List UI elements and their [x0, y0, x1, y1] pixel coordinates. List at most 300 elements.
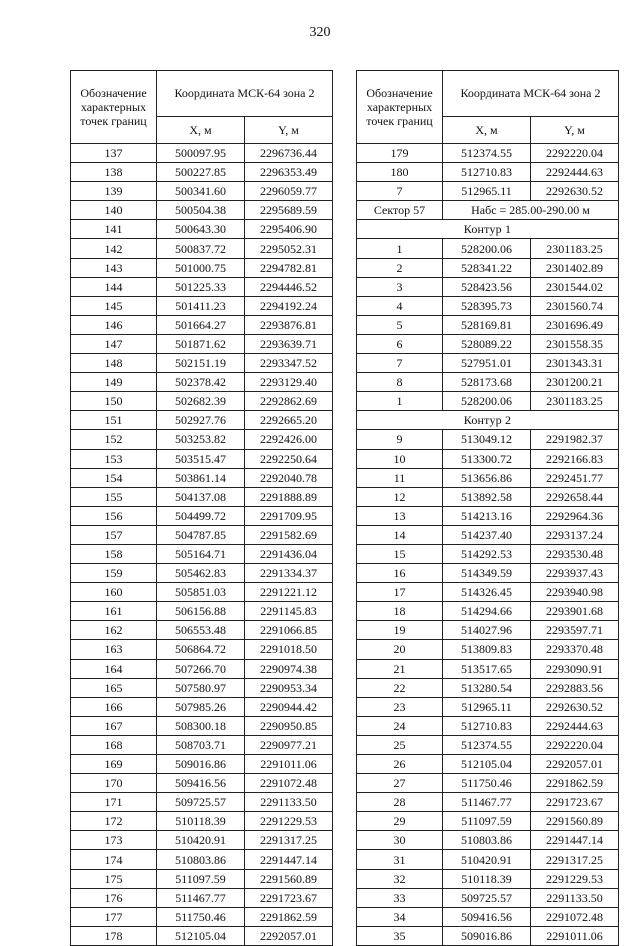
point-id-cell: 4 [357, 296, 443, 315]
table-row [71, 144, 333, 163]
table-row [71, 793, 333, 812]
y-coordinate-cell: 2293129.40 [245, 373, 333, 392]
x-coordinate-cell: 512965.11 [443, 182, 531, 201]
x-coordinate-cell: 528341.22 [443, 258, 531, 277]
y-coordinate-cell: 2291133.50 [531, 888, 619, 907]
point-id-cell: 142 [71, 239, 157, 258]
table-row [71, 678, 333, 697]
table-row [357, 449, 619, 468]
table-row [71, 506, 333, 525]
point-id-cell: 150 [71, 392, 157, 411]
y-coordinate-cell: 2292220.04 [531, 144, 619, 163]
y-coordinate-cell: 2292166.83 [531, 449, 619, 468]
point-id-cell: 15 [357, 544, 443, 563]
x-coordinate-cell: 510803.86 [443, 831, 531, 850]
table-row [71, 525, 333, 544]
y-coordinate-cell: 2291560.89 [531, 812, 619, 831]
point-id-cell: 11 [357, 468, 443, 487]
sector-row [357, 201, 619, 220]
y-coordinate-cell: 2296736.44 [245, 144, 333, 163]
x-coordinate-cell: 509416.56 [443, 907, 531, 926]
table-row [357, 239, 619, 258]
point-id-cell: 30 [357, 831, 443, 850]
x-coordinate-cell: 513300.72 [443, 449, 531, 468]
header-coordinate: Координата МСК-64 зона 2 [443, 71, 619, 117]
y-coordinate-cell: 2293940.98 [531, 583, 619, 602]
point-id-cell: 141 [71, 220, 157, 239]
point-id-cell: 2 [357, 258, 443, 277]
point-id-cell: 21 [357, 659, 443, 678]
y-coordinate-cell: 2290950.85 [245, 716, 333, 735]
point-id-cell: 19 [357, 621, 443, 640]
x-coordinate-cell: 528169.81 [443, 315, 531, 334]
y-coordinate-cell: 2291072.48 [531, 907, 619, 926]
y-coordinate-cell: 2293347.52 [245, 354, 333, 373]
x-coordinate-cell: 503515.47 [157, 449, 245, 468]
x-coordinate-cell: 528395.73 [443, 296, 531, 315]
y-coordinate-cell: 2292250.64 [245, 449, 333, 468]
x-coordinate-cell: 513517.65 [443, 659, 531, 678]
y-coordinate-cell: 2292630.52 [531, 697, 619, 716]
table-row [71, 735, 333, 754]
y-coordinate-cell: 2301200.21 [531, 373, 619, 392]
point-id-cell: 167 [71, 716, 157, 735]
y-coordinate-cell: 2291560.89 [245, 869, 333, 888]
point-id-cell: 152 [71, 430, 157, 449]
x-coordinate-cell: 514294.66 [443, 602, 531, 621]
y-coordinate-cell: 2292040.78 [245, 468, 333, 487]
point-id-cell: 14 [357, 525, 443, 544]
point-id-cell: 138 [71, 163, 157, 182]
table-row [357, 793, 619, 812]
table-row [71, 697, 333, 716]
point-id-cell: 166 [71, 697, 157, 716]
point-id-cell: 175 [71, 869, 157, 888]
header-point-designation: Обозначение характерных точек границ [357, 71, 443, 144]
x-coordinate-cell: 501000.75 [157, 258, 245, 277]
point-id-cell: 147 [71, 334, 157, 353]
point-id-cell: 156 [71, 506, 157, 525]
x-coordinate-cell: 511467.77 [157, 888, 245, 907]
table-row [71, 449, 333, 468]
point-id-cell: 27 [357, 774, 443, 793]
x-coordinate-cell: 512374.55 [443, 144, 531, 163]
table-row [71, 315, 333, 334]
y-coordinate-cell: 2294446.52 [245, 277, 333, 296]
table-left-body [71, 144, 333, 946]
table-row [71, 602, 333, 621]
y-coordinate-cell: 2292451.77 [531, 468, 619, 487]
x-coordinate-cell: 527951.01 [443, 354, 531, 373]
y-coordinate-cell: 2291229.53 [531, 869, 619, 888]
table-row [71, 774, 333, 793]
table-row [357, 869, 619, 888]
table-row [357, 564, 619, 583]
coordinates-table-left [70, 70, 333, 946]
x-coordinate-cell: 509016.86 [443, 926, 531, 945]
y-coordinate-cell: 2291018.50 [245, 640, 333, 659]
header-x: X, м [443, 116, 531, 143]
x-coordinate-cell: 501871.62 [157, 334, 245, 353]
y-coordinate-cell: 2293639.71 [245, 334, 333, 353]
x-coordinate-cell: 512710.83 [443, 163, 531, 182]
coordinates-table-right [356, 70, 619, 946]
table-row [357, 334, 619, 353]
x-coordinate-cell: 513280.54 [443, 678, 531, 697]
y-coordinate-cell: 2301560.74 [531, 296, 619, 315]
y-coordinate-cell: 2291447.14 [531, 831, 619, 850]
x-coordinate-cell: 506156.88 [157, 602, 245, 621]
sector-label-cell: Сектор 57 [357, 201, 443, 220]
point-id-cell: 145 [71, 296, 157, 315]
table-row [71, 354, 333, 373]
point-id-cell: 33 [357, 888, 443, 907]
point-id-cell: 7 [357, 182, 443, 201]
table-row [71, 869, 333, 888]
table-row [71, 544, 333, 563]
point-id-cell: 3 [357, 277, 443, 296]
x-coordinate-cell: 512965.11 [443, 697, 531, 716]
point-id-cell: 13 [357, 506, 443, 525]
x-coordinate-cell: 528173.68 [443, 373, 531, 392]
table-row [71, 334, 333, 353]
y-coordinate-cell: 2291436.04 [245, 544, 333, 563]
y-coordinate-cell: 2292444.63 [531, 163, 619, 182]
x-coordinate-cell: 500837.72 [157, 239, 245, 258]
header-coordinate: Координата МСК-64 зона 2 [157, 71, 333, 117]
table-row [71, 373, 333, 392]
table-row [71, 640, 333, 659]
point-id-cell: 154 [71, 468, 157, 487]
y-coordinate-cell: 2296059.77 [245, 182, 333, 201]
y-coordinate-cell: 2291888.89 [245, 487, 333, 506]
table-row [71, 239, 333, 258]
table-row [71, 831, 333, 850]
x-coordinate-cell: 505462.83 [157, 564, 245, 583]
y-coordinate-cell: 2291229.53 [245, 812, 333, 831]
point-id-cell: 169 [71, 755, 157, 774]
x-coordinate-cell: 513656.86 [443, 468, 531, 487]
x-coordinate-cell: 510118.39 [157, 812, 245, 831]
y-coordinate-cell: 2290977.21 [245, 735, 333, 754]
table-row [71, 888, 333, 907]
y-coordinate-cell: 2291011.06 [531, 926, 619, 945]
table-row [71, 716, 333, 735]
x-coordinate-cell: 500227.85 [157, 163, 245, 182]
point-id-cell: 9 [357, 430, 443, 449]
table-row [357, 430, 619, 449]
x-coordinate-cell: 501225.33 [157, 277, 245, 296]
y-coordinate-cell: 2293370.48 [531, 640, 619, 659]
table-row [357, 583, 619, 602]
y-coordinate-cell: 2291145.83 [245, 602, 333, 621]
point-id-cell: 176 [71, 888, 157, 907]
x-coordinate-cell: 500504.38 [157, 201, 245, 220]
point-id-cell: 137 [71, 144, 157, 163]
x-coordinate-cell: 528089.22 [443, 334, 531, 353]
y-coordinate-cell: 2292426.00 [245, 430, 333, 449]
point-id-cell: 170 [71, 774, 157, 793]
x-coordinate-cell: 502378.42 [157, 373, 245, 392]
contour-heading-row [357, 411, 619, 430]
x-coordinate-cell: 503253.82 [157, 430, 245, 449]
y-coordinate-cell: 2292964.36 [531, 506, 619, 525]
table-row [357, 888, 619, 907]
table-row [71, 850, 333, 869]
x-coordinate-cell: 528423.56 [443, 277, 531, 296]
point-id-cell: 23 [357, 697, 443, 716]
table-row [357, 755, 619, 774]
y-coordinate-cell: 2291221.12 [245, 583, 333, 602]
y-coordinate-cell: 2301558.35 [531, 334, 619, 353]
table-row [71, 659, 333, 678]
table-row [357, 697, 619, 716]
x-coordinate-cell: 509416.56 [157, 774, 245, 793]
point-id-cell: 163 [71, 640, 157, 659]
contour-heading-cell: Контур 1 [357, 220, 619, 239]
y-coordinate-cell: 2295406.90 [245, 220, 333, 239]
table-right-body [357, 144, 619, 946]
table-row [357, 525, 619, 544]
table-row [357, 277, 619, 296]
point-id-cell: 158 [71, 544, 157, 563]
table-row [71, 926, 333, 945]
point-id-cell: 157 [71, 525, 157, 544]
table-row [357, 392, 619, 411]
table-row [357, 487, 619, 506]
table-row [71, 487, 333, 506]
x-coordinate-cell: 511750.46 [443, 774, 531, 793]
x-coordinate-cell: 514213.16 [443, 506, 531, 525]
y-coordinate-cell: 2293597.71 [531, 621, 619, 640]
x-coordinate-cell: 511097.59 [443, 812, 531, 831]
point-id-cell: 179 [357, 144, 443, 163]
x-coordinate-cell: 504787.85 [157, 525, 245, 544]
y-coordinate-cell: 2301402.89 [531, 258, 619, 277]
x-coordinate-cell: 502927.76 [157, 411, 245, 430]
point-id-cell: 31 [357, 850, 443, 869]
x-coordinate-cell: 506553.48 [157, 621, 245, 640]
point-id-cell: 149 [71, 373, 157, 392]
y-coordinate-cell: 2293937.43 [531, 564, 619, 583]
x-coordinate-cell: 502151.19 [157, 354, 245, 373]
table-row [357, 926, 619, 945]
y-coordinate-cell: 2301343.31 [531, 354, 619, 373]
y-coordinate-cell: 2290974.38 [245, 659, 333, 678]
header-y: Y, м [531, 116, 619, 143]
point-id-cell: 25 [357, 735, 443, 754]
point-id-cell: 155 [71, 487, 157, 506]
table-row [71, 258, 333, 277]
y-coordinate-cell: 2291447.14 [245, 850, 333, 869]
y-coordinate-cell: 2293876.81 [245, 315, 333, 334]
table-row [357, 812, 619, 831]
x-coordinate-cell: 514027.96 [443, 621, 531, 640]
y-coordinate-cell: 2291334.37 [245, 564, 333, 583]
y-coordinate-cell: 2294192.24 [245, 296, 333, 315]
point-id-cell: 143 [71, 258, 157, 277]
table-row [357, 544, 619, 563]
point-id-cell: 162 [71, 621, 157, 640]
table-row [71, 583, 333, 602]
x-coordinate-cell: 507985.26 [157, 697, 245, 716]
x-coordinate-cell: 510420.91 [157, 831, 245, 850]
table-row [71, 812, 333, 831]
y-coordinate-cell: 2293137.24 [531, 525, 619, 544]
point-id-cell: 164 [71, 659, 157, 678]
x-coordinate-cell: 506864.72 [157, 640, 245, 659]
y-coordinate-cell: 2301696.49 [531, 315, 619, 334]
point-id-cell: 180 [357, 163, 443, 182]
table-row [357, 850, 619, 869]
y-coordinate-cell: 2293901.68 [531, 602, 619, 621]
y-coordinate-cell: 2292883.56 [531, 678, 619, 697]
header-y: Y, м [245, 116, 333, 143]
x-coordinate-cell: 504499.72 [157, 506, 245, 525]
y-coordinate-cell: 2291072.48 [245, 774, 333, 793]
page-number: 320 [309, 25, 331, 40]
point-id-cell: 7 [357, 354, 443, 373]
x-coordinate-cell: 501411.23 [157, 296, 245, 315]
point-id-cell: 26 [357, 755, 443, 774]
x-coordinate-cell: 514237.40 [443, 525, 531, 544]
point-id-cell: 16 [357, 564, 443, 583]
table-row [71, 220, 333, 239]
header-x: X, м [157, 116, 245, 143]
table-row [357, 621, 619, 640]
table-row [357, 468, 619, 487]
table-row [71, 182, 333, 201]
point-id-cell: 12 [357, 487, 443, 506]
table-row [357, 907, 619, 926]
point-id-cell: 174 [71, 850, 157, 869]
table-row [357, 315, 619, 334]
y-coordinate-cell: 2291317.25 [531, 850, 619, 869]
table-row [71, 621, 333, 640]
x-coordinate-cell: 528200.06 [443, 239, 531, 258]
table-row [71, 468, 333, 487]
point-id-cell: 1 [357, 239, 443, 258]
table-row [357, 373, 619, 392]
point-id-cell: 173 [71, 831, 157, 850]
y-coordinate-cell: 2292220.04 [531, 735, 619, 754]
y-coordinate-cell: 2292665.20 [245, 411, 333, 430]
point-id-cell: 140 [71, 201, 157, 220]
x-coordinate-cell: 510118.39 [443, 869, 531, 888]
y-coordinate-cell: 2292444.63 [531, 716, 619, 735]
x-coordinate-cell: 512105.04 [157, 926, 245, 945]
x-coordinate-cell: 511097.59 [157, 869, 245, 888]
table-row [357, 640, 619, 659]
point-id-cell: 148 [71, 354, 157, 373]
y-coordinate-cell: 2293090.91 [531, 659, 619, 678]
x-coordinate-cell: 511467.77 [443, 793, 531, 812]
y-coordinate-cell: 2291011.06 [245, 755, 333, 774]
x-coordinate-cell: 504137.08 [157, 487, 245, 506]
sector-height-cell: Набс = 285.00-290.00 м [443, 201, 619, 220]
point-id-cell: 1 [357, 392, 443, 411]
y-coordinate-cell: 2295689.59 [245, 201, 333, 220]
y-coordinate-cell: 2291133.50 [245, 793, 333, 812]
y-coordinate-cell: 2291723.67 [531, 793, 619, 812]
table-row [357, 716, 619, 735]
x-coordinate-cell: 508703.71 [157, 735, 245, 754]
point-id-cell: 178 [71, 926, 157, 945]
contour-heading-cell: Контур 2 [357, 411, 619, 430]
y-coordinate-cell: 2291982.37 [531, 430, 619, 449]
point-id-cell: 153 [71, 449, 157, 468]
x-coordinate-cell: 514292.53 [443, 544, 531, 563]
table-row [71, 296, 333, 315]
y-coordinate-cell: 2296353.49 [245, 163, 333, 182]
y-coordinate-cell: 2291709.95 [245, 506, 333, 525]
table-row [71, 907, 333, 926]
x-coordinate-cell: 512710.83 [443, 716, 531, 735]
x-coordinate-cell: 509725.57 [157, 793, 245, 812]
x-coordinate-cell: 513809.83 [443, 640, 531, 659]
table-row [357, 659, 619, 678]
x-coordinate-cell: 513892.58 [443, 487, 531, 506]
x-coordinate-cell: 514349.59 [443, 564, 531, 583]
point-id-cell: 28 [357, 793, 443, 812]
y-coordinate-cell: 2291862.59 [245, 907, 333, 926]
x-coordinate-cell: 503861.14 [157, 468, 245, 487]
y-coordinate-cell: 2292658.44 [531, 487, 619, 506]
point-id-cell: 6 [357, 334, 443, 353]
point-id-cell: 18 [357, 602, 443, 621]
table-row [357, 354, 619, 373]
point-id-cell: 20 [357, 640, 443, 659]
y-coordinate-cell: 2292862.69 [245, 392, 333, 411]
table-row [357, 182, 619, 201]
x-coordinate-cell: 505164.71 [157, 544, 245, 563]
x-coordinate-cell: 502682.39 [157, 392, 245, 411]
table-row [71, 277, 333, 296]
point-id-cell: 165 [71, 678, 157, 697]
y-coordinate-cell: 2294782.81 [245, 258, 333, 277]
x-coordinate-cell: 514326.45 [443, 583, 531, 602]
point-id-cell: 24 [357, 716, 443, 735]
table-row [71, 392, 333, 411]
point-id-cell: 146 [71, 315, 157, 334]
point-id-cell: 160 [71, 583, 157, 602]
table-row [357, 258, 619, 277]
point-id-cell: 172 [71, 812, 157, 831]
x-coordinate-cell: 513049.12 [443, 430, 531, 449]
point-id-cell: 159 [71, 564, 157, 583]
x-coordinate-cell: 509725.57 [443, 888, 531, 907]
y-coordinate-cell: 2290944.42 [245, 697, 333, 716]
point-id-cell: 32 [357, 869, 443, 888]
point-id-cell: 5 [357, 315, 443, 334]
y-coordinate-cell: 2295052.31 [245, 239, 333, 258]
point-id-cell: 139 [71, 182, 157, 201]
y-coordinate-cell: 2292630.52 [531, 182, 619, 201]
x-coordinate-cell: 512105.04 [443, 755, 531, 774]
y-coordinate-cell: 2291862.59 [531, 774, 619, 793]
y-coordinate-cell: 2293530.48 [531, 544, 619, 563]
x-coordinate-cell: 510420.91 [443, 850, 531, 869]
point-id-cell: 168 [71, 735, 157, 754]
table-row [357, 602, 619, 621]
point-id-cell: 161 [71, 602, 157, 621]
y-coordinate-cell: 2292057.01 [531, 755, 619, 774]
point-id-cell: 29 [357, 812, 443, 831]
x-coordinate-cell: 528200.06 [443, 392, 531, 411]
x-coordinate-cell: 505851.03 [157, 583, 245, 602]
point-id-cell: 144 [71, 277, 157, 296]
point-id-cell: 177 [71, 907, 157, 926]
